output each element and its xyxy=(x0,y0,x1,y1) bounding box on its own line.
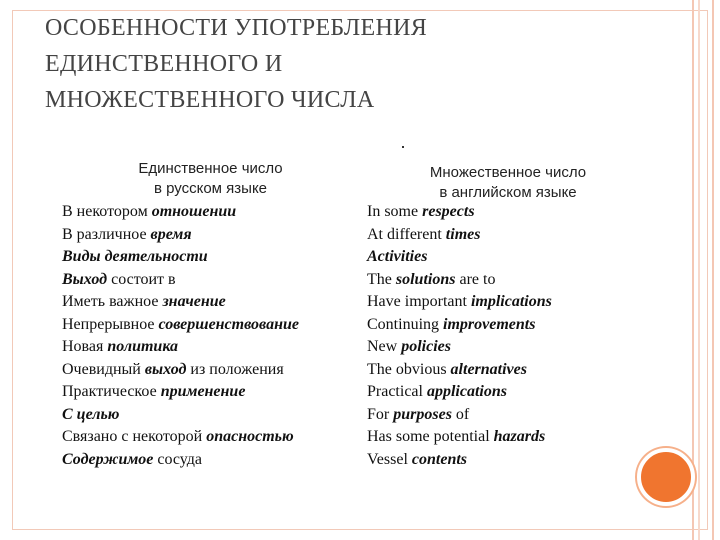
decorative-dot xyxy=(402,146,404,148)
english-row-pre-text: The obvious xyxy=(367,360,451,378)
russian-row xyxy=(62,449,299,472)
russian-row xyxy=(62,381,299,404)
decorative-side-lines xyxy=(690,0,720,540)
left-header-line: Единственное число xyxy=(138,160,283,177)
russian-row xyxy=(62,246,299,269)
russian-row-emphasis: политика xyxy=(107,338,179,355)
english-row xyxy=(367,404,552,427)
russian-row-pre-text: Связано с некоторой xyxy=(62,428,207,445)
russian-row-emphasis: значение xyxy=(162,293,226,310)
russian-row-pre-text: Иметь важное xyxy=(62,293,163,310)
right-header-line: Множественное число xyxy=(429,164,587,181)
english-row-pre-text: Have important xyxy=(367,293,471,310)
english-row-emphasis: hazards xyxy=(493,428,546,445)
russian-row xyxy=(62,291,299,314)
accent-circle xyxy=(637,448,695,506)
russian-row-pre-text: Непрерывное xyxy=(62,315,159,333)
right-column-header xyxy=(418,163,598,203)
russian-row xyxy=(62,404,299,427)
russian-row-emphasis: Содержимое xyxy=(62,450,154,468)
russian-row-emphasis: применение xyxy=(160,383,246,400)
english-row xyxy=(367,449,552,472)
russian-singular-list xyxy=(62,201,299,471)
english-row-emphasis: implications xyxy=(470,293,552,310)
title-line: ОСОБЕННОСТИ УПОТРЕБЛЕНИЯ xyxy=(45,15,428,41)
page-title xyxy=(45,10,645,118)
english-row-pre-text: Practical xyxy=(367,383,427,400)
russian-row-pre-text: Очевидный xyxy=(62,360,145,378)
russian-row-emphasis: время xyxy=(150,225,192,243)
title-line: ЕДИНСТВЕННОГО И xyxy=(45,51,283,77)
english-row-pre-text: Has some potential xyxy=(367,428,494,445)
english-row-emphasis: improvements xyxy=(443,315,536,333)
english-row-pre-text: At different xyxy=(367,225,446,243)
english-row-pre-text: Continuing xyxy=(367,315,444,333)
side-line xyxy=(712,0,714,540)
english-row xyxy=(367,269,552,292)
english-row-pre-text: For xyxy=(367,405,394,423)
russian-row xyxy=(62,336,299,359)
english-row xyxy=(367,291,552,314)
english-row xyxy=(367,381,552,404)
russian-row-pre-text: В различное xyxy=(62,225,151,243)
russian-row-emphasis: выход xyxy=(144,360,187,378)
english-row-emphasis: applications xyxy=(426,383,507,400)
english-row-emphasis: solutions xyxy=(395,270,456,288)
english-row-post-text: of xyxy=(451,405,470,423)
english-row xyxy=(367,314,552,337)
left-column-header xyxy=(118,159,303,199)
english-row-emphasis: alternatives xyxy=(450,360,527,378)
russian-row xyxy=(62,201,299,224)
english-row-pre-text: New xyxy=(367,338,402,355)
russian-row-pre-text: В некотором xyxy=(62,203,152,220)
russian-row-pre-text: Новая xyxy=(62,338,108,355)
english-row-emphasis: times xyxy=(445,225,481,243)
russian-row-emphasis: отношении xyxy=(151,203,237,220)
english-row xyxy=(367,359,552,382)
right-header-line: в английском языке xyxy=(439,184,577,201)
russian-row-emphasis: совершенствование xyxy=(158,315,299,333)
english-row xyxy=(367,224,552,247)
side-line xyxy=(692,0,694,540)
russian-row xyxy=(62,314,299,337)
english-row-pre-text: The xyxy=(367,270,396,288)
russian-row-pre-text: Практическое xyxy=(62,383,161,400)
english-row xyxy=(367,201,552,224)
russian-row-emphasis: Виды деятельности xyxy=(62,248,208,265)
english-row-emphasis: purposes xyxy=(393,405,452,423)
russian-row xyxy=(62,426,299,449)
russian-row-post-text: состоит в xyxy=(107,270,176,288)
russian-row-emphasis: опасностью xyxy=(206,428,294,445)
russian-row xyxy=(62,269,299,292)
english-row-pre-text: In some xyxy=(367,203,423,220)
left-header-line: в русском языке xyxy=(153,180,268,197)
english-row-emphasis: respects xyxy=(422,203,475,220)
russian-row-post-text: сосуда xyxy=(153,450,203,468)
english-row-pre-text: Vessel xyxy=(367,450,412,468)
english-row-emphasis: contents xyxy=(411,450,468,468)
russian-row xyxy=(62,359,299,382)
side-line xyxy=(698,0,700,540)
english-row-emphasis: policies xyxy=(401,338,451,355)
russian-row-emphasis: С целью xyxy=(62,405,120,423)
russian-row-post-text: из положения xyxy=(186,360,284,378)
title-line: МНОЖЕСТВЕННОГО ЧИСЛА xyxy=(45,87,375,113)
russian-row xyxy=(62,224,299,247)
english-row-emphasis: Activities xyxy=(367,248,428,265)
english-row xyxy=(367,336,552,359)
english-plural-list xyxy=(367,201,552,471)
russian-row-emphasis: Выход xyxy=(62,270,108,288)
english-row xyxy=(367,246,552,269)
english-row-post-text: are to xyxy=(455,270,496,288)
english-row xyxy=(367,426,552,449)
